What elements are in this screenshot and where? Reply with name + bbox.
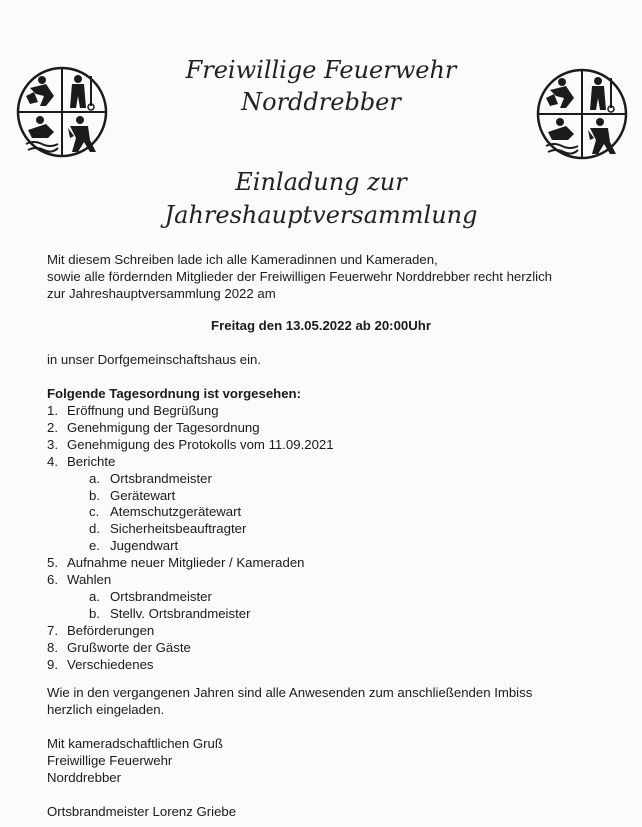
agenda-text: Stellv. Ortsbrandmeister	[110, 605, 251, 621]
agenda-number: 6.	[47, 572, 58, 588]
agenda-subitem	[47, 606, 334, 623]
document-title-line2: Jahreshauptversammlung	[164, 201, 478, 229]
agenda-text: Genehmigung der Tagesordnung	[67, 419, 260, 435]
intro-line: sowie alle fördernden Mitglieder der Freiwilligen Feuerwehr Norddrebber recht herzlich	[47, 269, 553, 284]
agenda-text: Atemschutzgerätewart	[110, 504, 242, 520]
org-location: Norddrebber	[241, 88, 401, 116]
agenda-number: 2.	[47, 419, 58, 435]
agenda-text: Wahlen	[67, 572, 112, 588]
signature-org-location: Norddrebber	[47, 770, 122, 785]
agenda-subitem	[47, 488, 334, 505]
signature-org: Freiwillige Feuerwehr	[47, 753, 173, 768]
agenda-number: c.	[89, 504, 100, 520]
agenda-subitem	[47, 521, 334, 538]
org-title: Freiwillige Feuerwehr	[185, 56, 457, 84]
agenda-number: 7.	[47, 622, 58, 638]
agenda-text: Aufnahme neuer Mitglieder / Kameraden	[67, 555, 305, 571]
agenda-text: Jugendwart	[110, 538, 179, 554]
agenda-number: b.	[89, 605, 100, 621]
agenda-text: Beförderungen	[67, 622, 155, 638]
agenda-subitem	[47, 504, 334, 521]
closing-line: herzlich eingeladen.	[47, 702, 165, 717]
agenda-item	[47, 657, 334, 674]
agenda-subitem	[47, 589, 334, 606]
agenda-text: Gerätewart	[110, 487, 176, 503]
agenda-text: Verschiedenes	[67, 656, 154, 672]
agenda-text: Berichte	[67, 453, 116, 469]
agenda-item	[47, 403, 334, 420]
agenda-number: e.	[89, 538, 100, 554]
agenda-subitem	[47, 471, 334, 488]
agenda-text: Genehmigung des Protokolls vom 11.09.2021	[67, 436, 334, 452]
agenda-item	[47, 454, 334, 471]
agenda-text: Ortsbrandmeister	[110, 470, 212, 486]
agenda-item	[47, 420, 334, 437]
agenda-subitem	[47, 538, 334, 555]
agenda-text: Grußworte der Gäste	[67, 639, 191, 655]
agenda-text: Eröffnung und Begrüßung	[67, 403, 219, 418]
agenda-text: Ortsbrandmeister	[110, 588, 212, 604]
agenda-text: Sicherheitsbeauftragter	[110, 521, 247, 537]
agenda-number: 4.	[47, 453, 58, 469]
signatory-name: Ortsbrandmeister Lorenz Griebe	[47, 804, 237, 819]
agenda-heading: Folgende Tagesordnung ist vorgesehen:	[47, 386, 302, 401]
document-title: Einladung zur	[235, 168, 407, 196]
agenda-number: 3.	[47, 436, 58, 452]
location-line: in unser Dorfgemeinschaftshaus ein.	[47, 352, 262, 367]
agenda-number: a.	[89, 588, 100, 604]
agenda-number: 8.	[47, 639, 58, 655]
closing-line: Wie in den vergangenen Jahren sind alle Anwesenden zum anschließenden Imbiss	[47, 685, 533, 700]
agenda-item	[47, 555, 334, 572]
agenda-item	[47, 640, 334, 657]
intro-line: zur Jahreshauptversammlung 2022 am	[47, 286, 276, 301]
meeting-date: Freitag den 13.05.2022 ab 20:00Uhr	[211, 318, 431, 333]
agenda-number: d.	[89, 521, 100, 537]
agenda-number: 1.	[47, 403, 58, 418]
agenda-number: 9.	[47, 656, 58, 672]
intro-line: Mit diesem Schreiben lade ich alle Kameradinnen und Kameraden,	[47, 252, 438, 267]
agenda-item	[47, 437, 334, 454]
greeting: Mit kameradschaftlichen Gruß	[47, 736, 223, 751]
agenda-number: 5.	[47, 555, 58, 571]
agenda-item	[47, 623, 334, 640]
agenda-item	[47, 572, 334, 589]
agenda-number: b.	[89, 487, 100, 503]
agenda-number: a.	[89, 470, 100, 486]
agenda-list	[47, 403, 334, 674]
